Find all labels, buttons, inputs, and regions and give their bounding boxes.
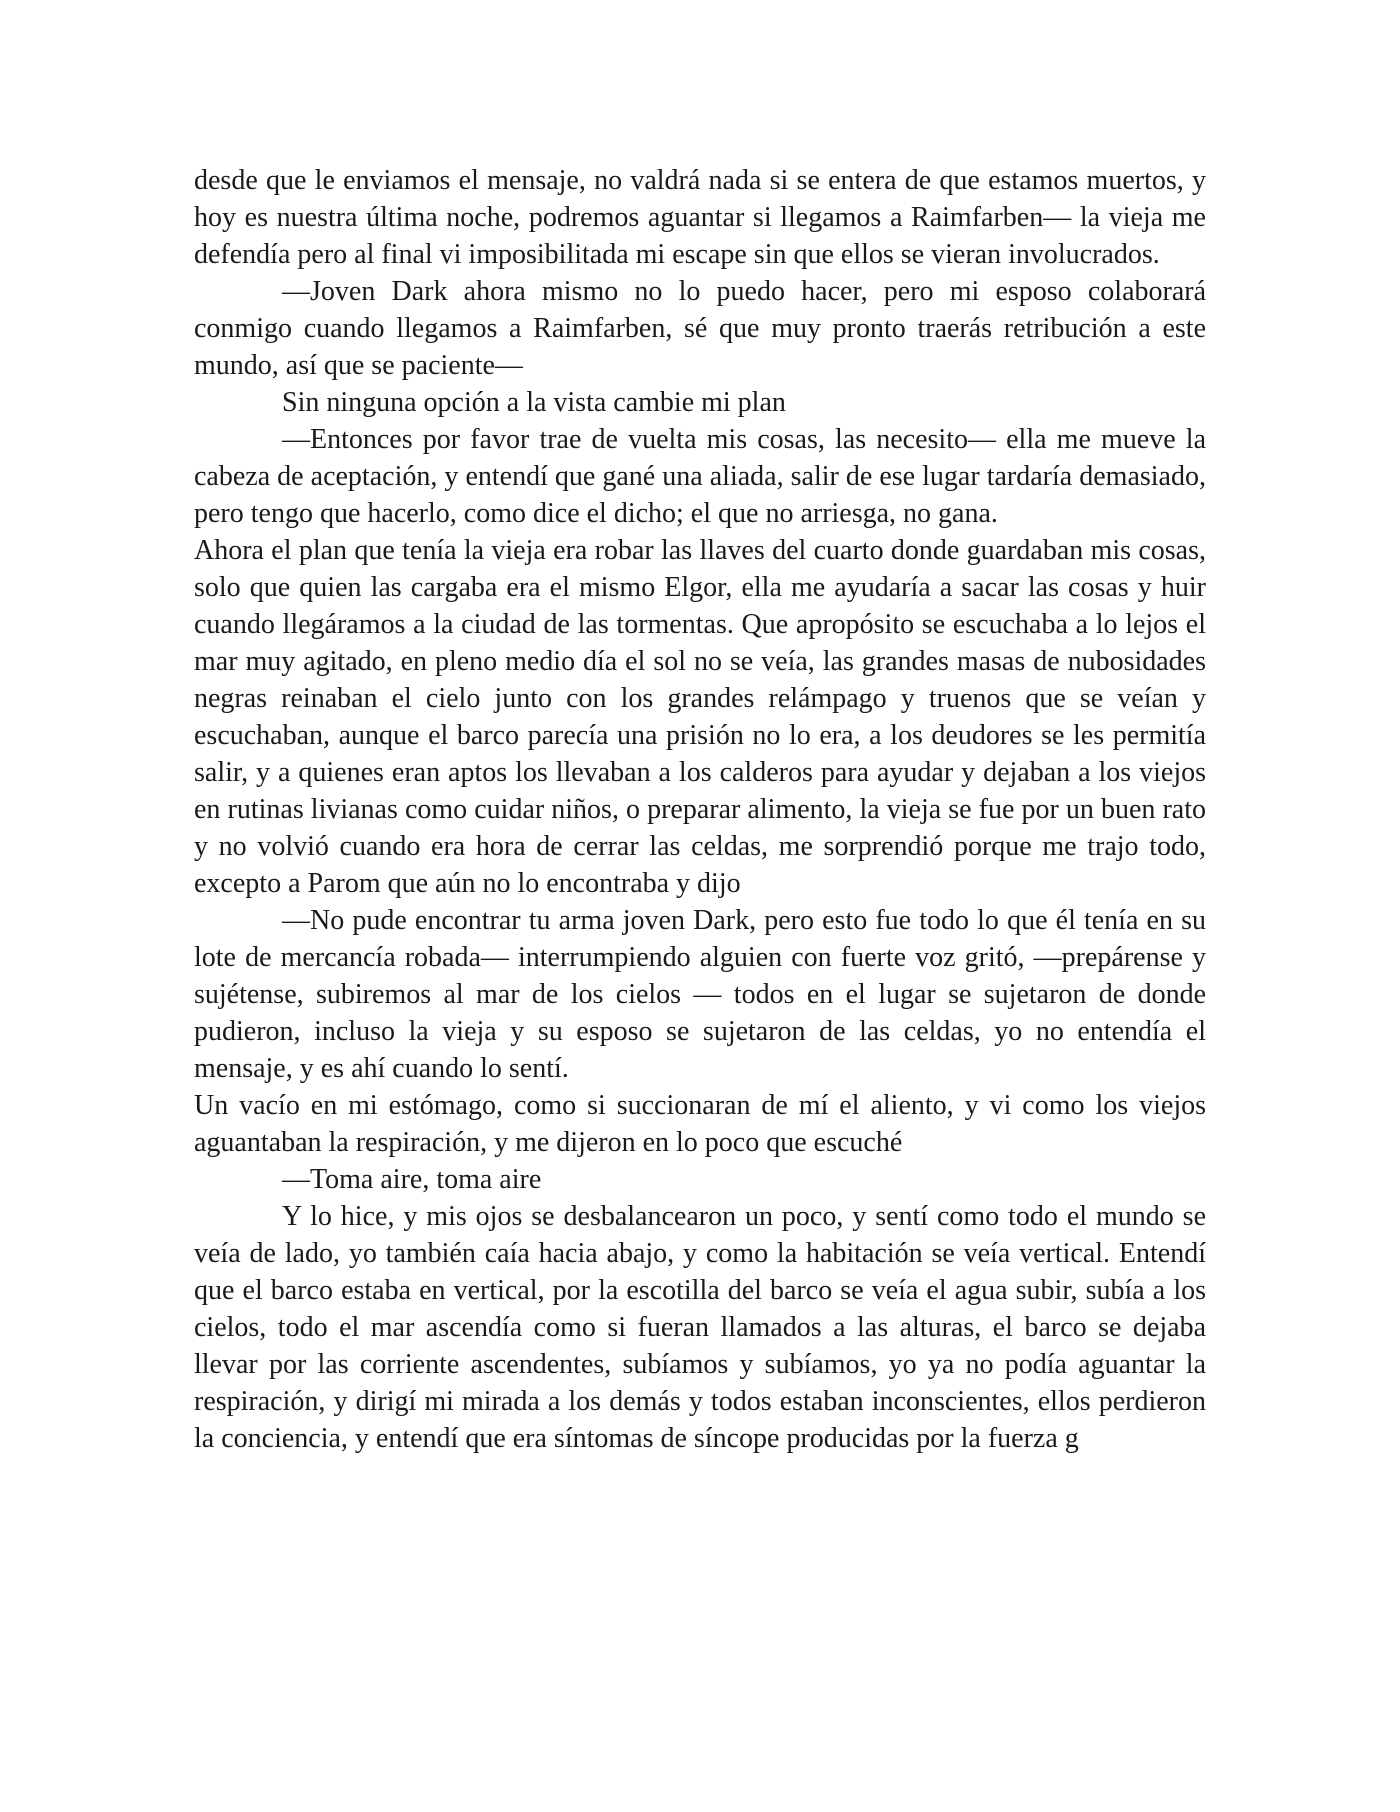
paragraph-8: —Toma aire, toma aire	[282, 1164, 542, 1195]
paragraph-9: Y lo hice, y mis ojos se desbalancearon un poco, y sentí como todo el mundo se veía de lado, yo también caía hacia abajo, y como la habitación se veía vertical. Entendí que el barco estaba en vertical, por la escotilla del barco se veía el agua subir, subía a los cielos, todo el mar ascendía como si fueran llamados a las alturas, el barco se dejaba llevar por las corriente ascendentes, subíamos y subíamos, yo ya no podía aguantar la respiración, y dirigí mi mirada a los demás y todos estaban inconscientes, ellos perdieron la conciencia, y entendí que era síntomas de síncope producidas por la fuerza g	[194, 1201, 1206, 1454]
paragraph-2: —Joven Dark ahora mismo no lo puedo hacer, pero mi esposo colaborará conmigo cuando llegamos a Raimfarben, sé que muy pronto traerás retribución a este mundo, así que se paciente—	[194, 276, 1206, 381]
paragraph-1: desde que le enviamos el mensaje, no valdrá nada si se entera de que estamos muertos, y hoy es nuestra última noche, podremos aguantar si llegamos a Raimfarben— la vieja me defendía pero al final vi imposibilitada mi escape sin que ellos se vieran involucrados.	[194, 165, 1206, 270]
paragraph-7: Un vacío en mi estómago, como si succionaran de mí el aliento, y vi como los viejos aguantaban la respiración, y me dijeron en lo poco que escuché	[194, 1090, 1206, 1158]
paragraph-3: Sin ninguna opción a la vista cambie mi plan	[282, 387, 786, 418]
document-page	[194, 162, 1206, 1457]
paragraph-5: Ahora el plan que tenía la vieja era robar las llaves del cuarto donde guardaban mis cosas, solo que quien las cargaba era el mismo Elgor, ella me ayudaría a sacar las cosas y huir cuando llegáramos a la ciudad de las tormentas. Que apropósito se escuchaba a lo lejos el mar muy agitado, en pleno medio día el sol no se veía, las grandes masas de nubosidades negras reinaban el cielo junto con los grandes relámpago y truenos que se veían y escuchaban, aunque el barco parecía una prisión no lo era, a los deudores se les permitía salir, y a quienes eran aptos los llevaban a los calderos para ayudar y dejaban a los viejos en rutinas livianas como cuidar niños, o preparar alimento, la vieja se fue por un buen rato y no volvió cuando era hora de cerrar las celdas, me sorprendió porque me trajo todo, excepto a Parom que aún no lo encontraba y dijo	[194, 535, 1206, 899]
paragraph-6: —No pude encontrar tu arma joven Dark, pero esto fue todo lo que él tenía en su lote de mercancía robada— interrumpiendo alguien con fuerte voz gritó, —prepárense y sujétense, subiremos al mar de los cielos — todos en el lugar se sujetaron de donde pudieron, incluso la vieja y su esposo se sujetaron de las celdas, yo no entendía el mensaje, y es ahí cuando lo sentí.	[194, 905, 1206, 1084]
paragraph-4: —Entonces por favor trae de vuelta mis cosas, las necesito— ella me mueve la cabeza de aceptación, y entendí que gané una aliada, salir de ese lugar tardaría demasiado, pero tengo que hacerlo, como dice el dicho; el que no arriesga, no gana.	[194, 424, 1206, 529]
